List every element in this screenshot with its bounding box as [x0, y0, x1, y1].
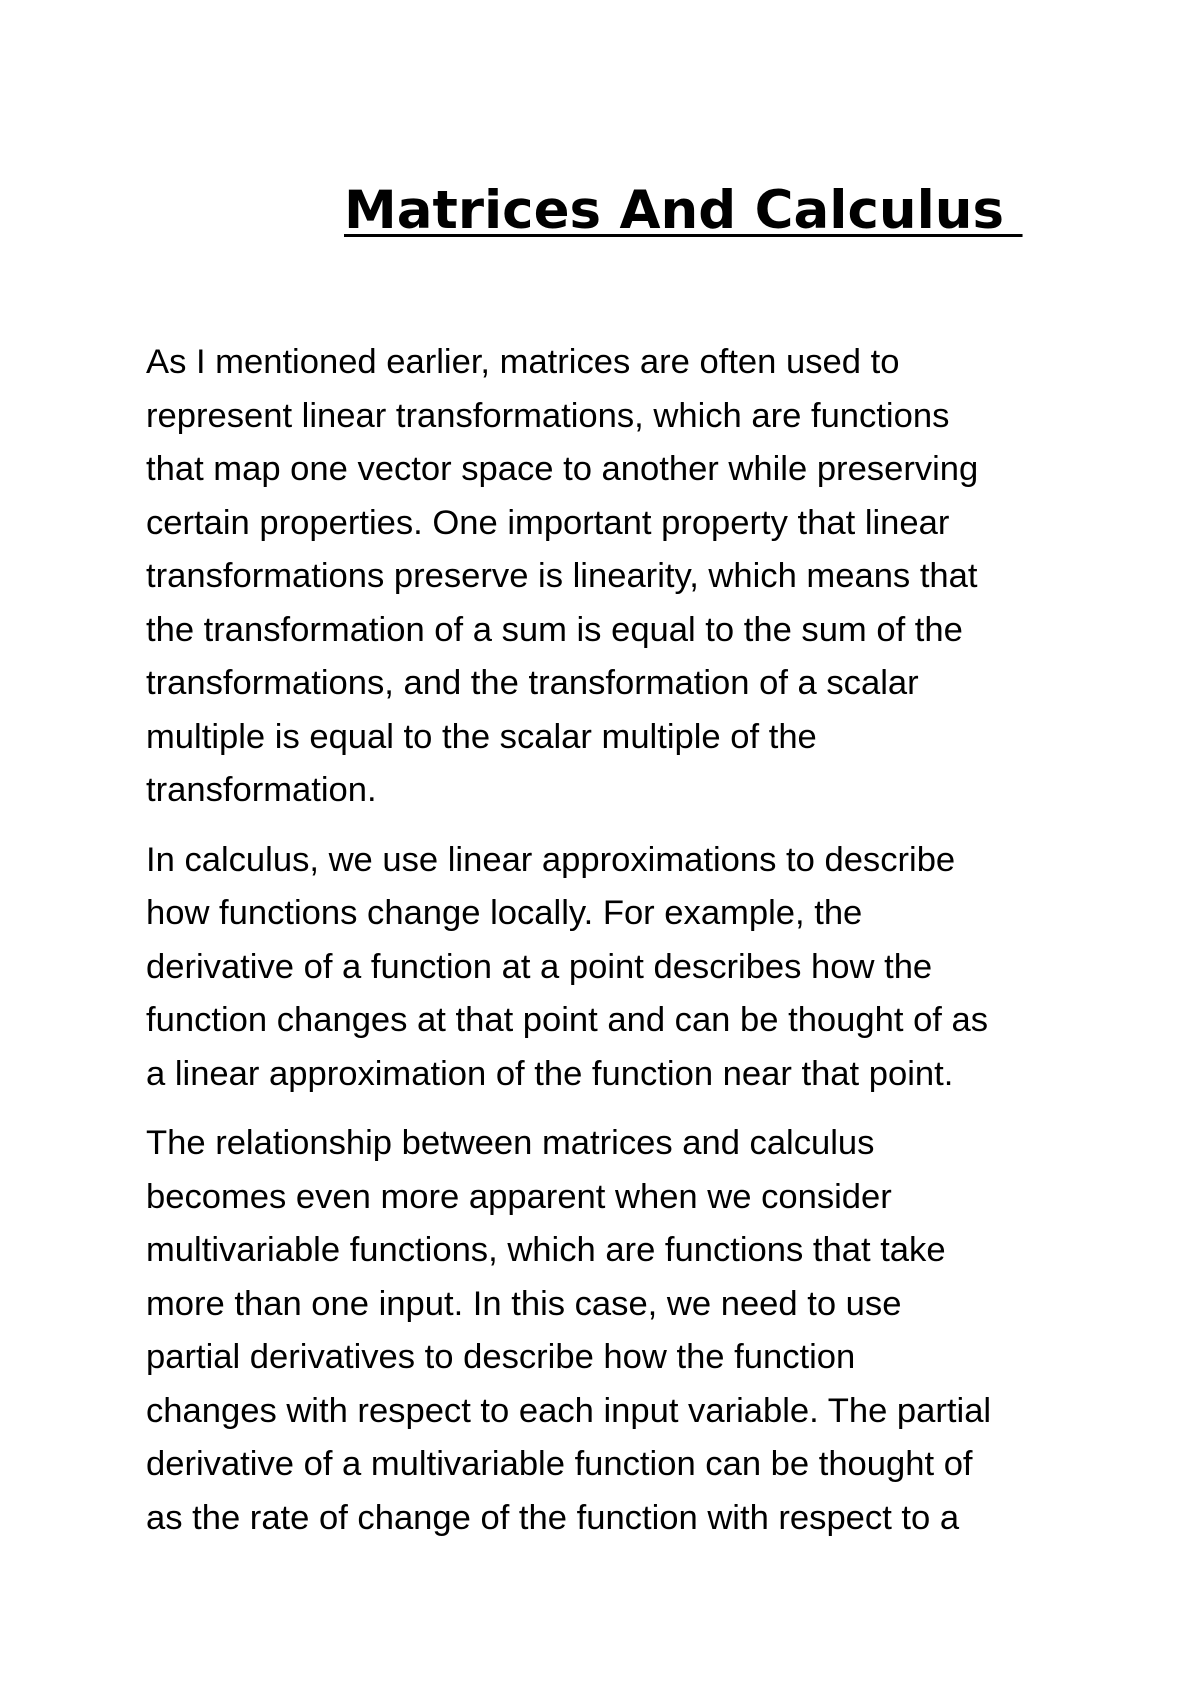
text-line: derivative of a multivariable function can be thought of	[146, 1445, 973, 1483]
text-line: as the rate of change of the function with respect to a	[146, 1498, 960, 1537]
text-line: becomes even more apparent when we consider	[146, 1177, 892, 1216]
text-line: function changes at that point and can be thought of as	[146, 1001, 989, 1039]
text-line: changes with respect to each input variable. The partial	[146, 1391, 992, 1430]
text-line: transformations preserve is linearity, which means that	[146, 557, 978, 595]
text-line: partial derivatives to describe how the function	[146, 1338, 856, 1376]
text-line: the transformation of a sum is equal to the sum of the	[146, 610, 963, 649]
text-line: As I mentioned earlier, matrices are often used to	[146, 343, 900, 381]
text-line: that map one vector space to another while preserving	[146, 450, 979, 488]
document-body	[146, 336, 1076, 1561]
document-title: Matrices And Calculus	[344, 180, 1023, 241]
text-line: represent linear transformations, which are functions	[146, 396, 950, 435]
text-line: certain properties. One important property that linear	[146, 503, 950, 542]
text-line: In calculus, we use linear approximations to describe	[146, 840, 956, 879]
text-line: how functions change locally. For example, the	[146, 894, 863, 932]
text-line: more than one input. In this case, we need to use	[146, 1284, 902, 1323]
text-line: transformations, and the transformation of a scalar	[146, 664, 919, 702]
text-line: multiple is equal to the scalar multiple of the	[146, 717, 817, 756]
paragraph-linear-approximations	[146, 834, 1076, 1102]
text-line: a linear approximation of the function near that point.	[146, 1054, 954, 1093]
text-line: multivariable functions, which are functions that take	[146, 1231, 946, 1269]
text-line: derivative of a function at a point describes how the	[146, 947, 933, 986]
paragraph-multivariable-functions	[146, 1117, 1076, 1545]
text-line: transformation.	[146, 771, 377, 809]
paragraph-linear-transformations	[146, 336, 1076, 818]
text-line: The relationship between matrices and calculus	[146, 1124, 875, 1162]
